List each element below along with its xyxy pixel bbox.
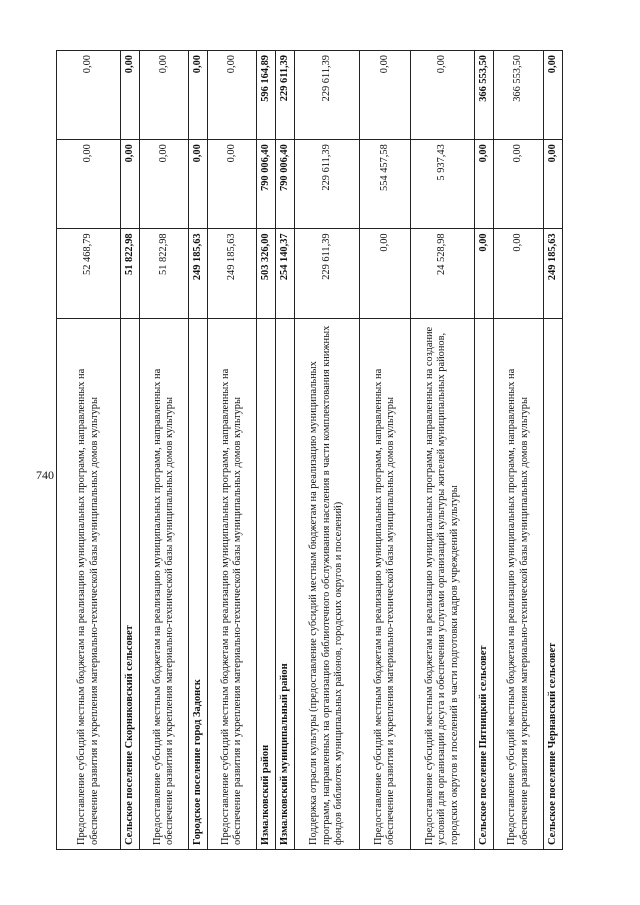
value-year-2: 0,00 bbox=[189, 140, 208, 229]
value-year-3: 0,00 bbox=[544, 51, 563, 140]
value-year-1: 0,00 bbox=[360, 229, 411, 318]
row-name: Сельское поселение Чернавский сельсовет bbox=[544, 318, 563, 849]
value-year-2: 0,00 bbox=[140, 140, 189, 229]
value-year-3: 0,00 bbox=[411, 51, 475, 140]
value-year-1: 0,00 bbox=[494, 229, 544, 318]
row-name: Предоставление субсидий местным бюджетам на реализацию муниципальных программ, направленных на обеспечение развития и укрепления материально-технической базы муниципальных домов культуры bbox=[140, 318, 189, 849]
value-year-1: 249 185,63 bbox=[544, 229, 563, 318]
table-row bbox=[189, 51, 208, 850]
row-name: Предоставление субсидий местным бюджетам на реализацию муниципальных программ, направленных на обеспечение развития и укрепления материально-технической базы муниципальных домов культуры bbox=[360, 318, 411, 849]
row-name: Предоставление субсидий местным бюджетам на реализацию муниципальных программ, направленных на создание условий для организации досуга и обеспечения услугами организаций культуры жителей муниципальных районов, городских округов и поселений в части подготовки кадров учреждений культуры bbox=[411, 318, 475, 849]
value-year-3: 229 611,39 bbox=[276, 51, 295, 140]
table-row bbox=[360, 51, 411, 850]
value-year-3: 229 611,39 bbox=[295, 51, 360, 140]
table-row bbox=[276, 51, 295, 850]
row-name: Предоставление субсидий местным бюджетам на реализацию муниципальных программ, направленных на обеспечение развития и укрепления материально-технической базы муниципальных домов культуры bbox=[494, 318, 544, 849]
table-row bbox=[140, 51, 189, 850]
value-year-1: 503 326,00 bbox=[257, 229, 276, 318]
value-year-2: 0,00 bbox=[121, 140, 140, 229]
row-name: Измалковский муниципальный район bbox=[276, 318, 295, 849]
row-name: Сельское поселение Скорняковский сельсовет bbox=[121, 318, 140, 849]
row-name: Предоставление субсидий местным бюджетам на реализацию муниципальных программ, направленных на обеспечение развития и укрепления материально-технической базы муниципальных домов культуры bbox=[208, 318, 257, 849]
table-row bbox=[57, 51, 121, 850]
row-name: Сельское поселение Пятницкий сельсовет bbox=[475, 318, 494, 849]
value-year-1: 51 822,98 bbox=[121, 229, 140, 318]
row-name: Предоставление субсидий местным бюджетам на реализацию муниципальных программ, направленных на обеспечение развития и укрепления материально-технической базы муниципальных домов культуры bbox=[57, 318, 121, 849]
table-row bbox=[544, 51, 563, 850]
table-row bbox=[257, 51, 276, 850]
row-name: Поддержка отрасли культуры (предоставление субсидий местным бюджетам на реализацию муниципальных программ, направленных на организацию библиотечного обслуживания населения в части комплектования книжных фондов библиотек муниципальных районов, городских округов и поселений) bbox=[295, 318, 360, 849]
table-row bbox=[475, 51, 494, 850]
value-year-3: 596 164,89 bbox=[257, 51, 276, 140]
value-year-3: 0,00 bbox=[140, 51, 189, 140]
value-year-3: 0,00 bbox=[360, 51, 411, 140]
value-year-1: 51 822,98 bbox=[140, 229, 189, 318]
value-year-2: 0,00 bbox=[208, 140, 257, 229]
value-year-3: 0,00 bbox=[208, 51, 257, 140]
page-number: 740 bbox=[36, 468, 54, 482]
value-year-2: 0,00 bbox=[544, 140, 563, 229]
value-year-1: 254 140,37 bbox=[276, 229, 295, 318]
row-name: Городское поселение город Задонск bbox=[189, 318, 208, 849]
table-row bbox=[494, 51, 544, 850]
budget-table bbox=[56, 50, 563, 850]
table-row bbox=[208, 51, 257, 850]
value-year-3: 366 553,50 bbox=[475, 51, 494, 140]
value-year-3: 0,00 bbox=[121, 51, 140, 140]
value-year-3: 366 553,50 bbox=[494, 51, 544, 140]
rotated-budget-table bbox=[56, 50, 596, 850]
value-year-3: 0,00 bbox=[189, 51, 208, 140]
value-year-2: 0,00 bbox=[494, 140, 544, 229]
value-year-2: 554 457,58 bbox=[360, 140, 411, 229]
value-year-2: 229 611,39 bbox=[295, 140, 360, 229]
value-year-2: 0,00 bbox=[475, 140, 494, 229]
value-year-1: 249 185,63 bbox=[208, 229, 257, 318]
value-year-1: 0,00 bbox=[475, 229, 494, 318]
value-year-2: 0,00 bbox=[57, 140, 121, 229]
table-row bbox=[295, 51, 360, 850]
value-year-1: 52 468,79 bbox=[57, 229, 121, 318]
value-year-2: 5 937,43 bbox=[411, 140, 475, 229]
table-row bbox=[411, 51, 475, 850]
table-row bbox=[121, 51, 140, 850]
value-year-1: 229 611,39 bbox=[295, 229, 360, 318]
value-year-1: 24 528,98 bbox=[411, 229, 475, 318]
row-name: Измалковский район bbox=[257, 318, 276, 849]
value-year-3: 0,00 bbox=[57, 51, 121, 140]
value-year-2: 790 006,40 bbox=[276, 140, 295, 229]
value-year-2: 790 006,40 bbox=[257, 140, 276, 229]
value-year-1: 249 185,63 bbox=[189, 229, 208, 318]
